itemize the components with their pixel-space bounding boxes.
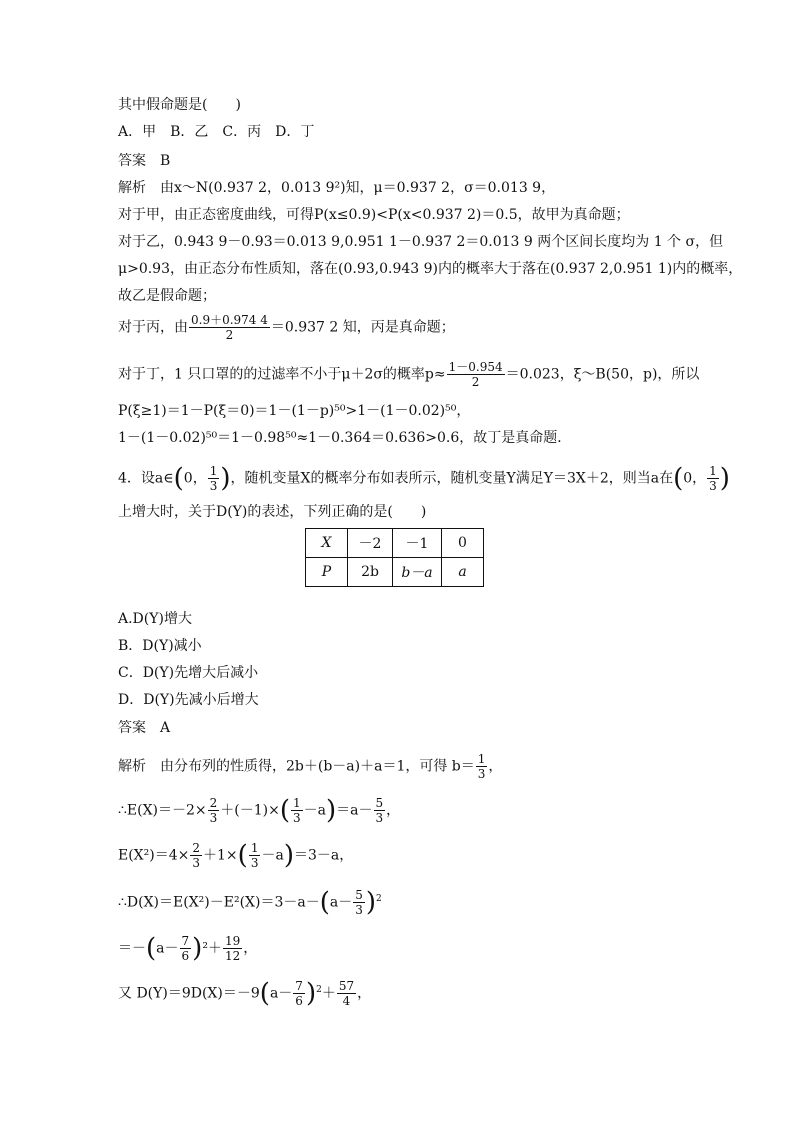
interval-start: 0，	[183, 470, 207, 487]
text: ，	[357, 985, 372, 1002]
denominator: 3	[209, 479, 218, 493]
denominator: 2	[225, 328, 234, 342]
left-paren: (	[259, 978, 270, 1009]
denominator: 3	[477, 767, 486, 781]
right-paren: )	[305, 978, 317, 1009]
question-4-stem-cont: 上增大时，关于D(Y)的表述，下列正确的是( )	[118, 504, 427, 520]
left-paren: (	[319, 887, 330, 918]
table-cell: 0	[442, 529, 484, 558]
text: 对于丁，1 只口罩的的过滤率不小于μ＋2σ的概率p≈	[118, 366, 446, 383]
numerator: 57	[338, 979, 355, 993]
numerator: 1	[293, 796, 301, 810]
text: ＝0.023，ξ～B(50，p)，所以	[505, 366, 700, 383]
analysis-line	[118, 934, 257, 963]
analysis-line	[118, 888, 382, 917]
fraction	[447, 360, 505, 389]
left-paren: (	[173, 463, 184, 494]
text: a－	[329, 894, 353, 911]
table-cell: b－a	[393, 558, 442, 587]
fraction	[707, 464, 719, 493]
text: ∴E(X)＝－2×	[118, 802, 207, 819]
left-paren: (	[279, 795, 291, 826]
fraction	[374, 796, 386, 825]
numerator: 7	[181, 934, 190, 948]
text: ＝3－a，	[293, 847, 354, 864]
numerator: 2	[209, 796, 218, 810]
denominator: 6	[181, 949, 190, 963]
right-paren: )	[192, 933, 203, 964]
text: a－	[156, 940, 179, 957]
text: ²＋	[202, 940, 222, 957]
text: ＋(－1)×	[220, 802, 280, 819]
text: －a	[261, 847, 284, 864]
right-paren: )	[719, 463, 730, 494]
table-row	[306, 529, 484, 558]
numerator: 19	[224, 934, 241, 948]
text: ，随机变量X的概率分布如表所示，随机变量Y满足Y＝3X＋2，则当a在	[230, 470, 674, 487]
text: 又 D(Y)＝9D(X)＝－9	[118, 985, 260, 1002]
table-cell: －1	[393, 529, 442, 558]
option-b: B．D(Y)减小	[118, 638, 202, 654]
text: ∴D(X)＝E(X²)－E²(X)＝3－a－	[118, 894, 320, 911]
table-cell: a	[442, 558, 484, 587]
answer-label: 答案 B	[118, 153, 171, 169]
numerator: 1	[250, 841, 259, 855]
analysis-line-ding	[118, 360, 699, 389]
analysis-line	[118, 796, 400, 825]
text: ，	[243, 940, 258, 957]
denominator: 12	[224, 949, 241, 963]
fraction	[476, 752, 488, 781]
text: 解析 由分布列的性质得，2b＋(b－a)＋a＝1，可得 b＝	[118, 758, 475, 775]
text: ＋	[321, 985, 336, 1002]
right-paren: )	[326, 795, 337, 826]
option-a: A.D(Y)增大	[118, 611, 192, 627]
numerator: 1	[209, 464, 218, 478]
fraction	[190, 841, 202, 870]
option-c: C．D(Y)先增大后减小	[118, 665, 259, 681]
analysis-line: 对于乙，0.943 9－0.93＝0.013 9,0.951 1－0.937 2＝0.013 9 两个区间长度均为 1 个 σ，但	[118, 234, 724, 250]
distribution-table	[305, 528, 484, 587]
fraction	[208, 796, 220, 825]
left-paren: (	[237, 840, 248, 871]
text: ，	[386, 802, 401, 819]
analysis-line	[118, 979, 371, 1008]
left-paren: (	[673, 463, 684, 494]
text: ＋1×	[203, 847, 238, 864]
text: ＝0.937 2 知，丙是真命题；	[270, 319, 455, 336]
option-d: D．D(Y)先减小后增大	[118, 692, 259, 708]
numerator: 2	[192, 841, 201, 855]
table-cell: P	[306, 558, 348, 587]
options-line: A．甲 B．乙 C．丙 D．丁	[118, 124, 315, 140]
denominator: 3	[293, 811, 301, 825]
numerator: 5	[355, 888, 363, 902]
table-cell: 2b	[348, 558, 393, 587]
denominator: 2	[471, 375, 480, 389]
fraction	[223, 934, 242, 963]
question-4-stem	[118, 464, 730, 493]
numerator: 7	[295, 979, 303, 993]
denominator: 3	[209, 811, 218, 825]
text: ，	[488, 758, 503, 775]
text: a－	[269, 985, 293, 1002]
right-paren: )	[283, 840, 294, 871]
fraction	[208, 464, 220, 493]
analysis-line: 解析 由x～N(0.937 2，0.013 9²)知，μ＝0.937 2，σ＝0.013 9，	[118, 180, 556, 196]
numerator: 5	[375, 796, 384, 810]
analysis-line: P(ξ≥1)＝1－P(ξ＝0)＝1－(1－p)⁵⁰>1－(1－0.02)⁵⁰，	[118, 403, 471, 419]
right-paren: )	[365, 887, 377, 918]
exponent: 2	[316, 984, 322, 995]
fraction	[249, 841, 261, 870]
answer-label: 答案 A	[118, 720, 171, 736]
denominator: 3	[192, 856, 201, 870]
denominator: 4	[342, 994, 351, 1008]
fraction	[353, 888, 365, 917]
analysis-line: 故乙是假命题；	[118, 288, 216, 304]
numerator: 1－0.954	[448, 360, 503, 374]
right-paren: )	[220, 463, 231, 494]
denominator: 3	[375, 811, 384, 825]
numerator: 1	[709, 464, 717, 478]
denominator: 3	[709, 479, 717, 493]
question-stem: 其中假命题是( )	[118, 97, 241, 113]
text: 对于丙，由	[118, 319, 188, 336]
table-row	[306, 558, 484, 587]
analysis-line-bing	[118, 313, 455, 342]
text: 4．设a∈	[118, 470, 174, 487]
text: E(X²)＝4×	[118, 847, 190, 864]
fraction	[291, 796, 303, 825]
analysis-line	[118, 841, 353, 870]
numerator: 0.9＋0.974 4	[191, 313, 268, 327]
text: ＝a－	[336, 802, 373, 819]
fraction	[293, 979, 305, 1008]
analysis-line: μ>0.93，由正态分布性质知，落在(0.93,0.943 9)内的概率大于落在(0.937 2,0.951 1)内的概率，	[118, 261, 743, 277]
denominator: 3	[355, 903, 363, 917]
interval-start: 0，	[683, 470, 707, 487]
table-cell: －2	[348, 529, 393, 558]
fraction	[337, 979, 356, 1008]
analysis-line: 对于甲，由正态密度曲线，可得P(x≤0.9)<P(x<0.937 2)＝0.5，故甲为真命题；	[118, 207, 630, 223]
analysis-line	[118, 752, 502, 781]
fraction	[180, 934, 192, 963]
numerator: 1	[477, 752, 486, 766]
analysis-line: 1－(1－0.02)⁵⁰＝1－0.98⁵⁰≈1－0.364＝0.636>0.6，故丁是真命题．	[118, 430, 572, 446]
left-paren: (	[146, 933, 157, 964]
fraction	[189, 313, 270, 342]
denominator: 3	[250, 856, 259, 870]
exponent: 2	[376, 893, 382, 904]
denominator: 6	[295, 994, 303, 1008]
text: －a	[303, 802, 327, 819]
text: ＝－	[118, 940, 146, 957]
table-cell: X	[306, 529, 348, 558]
